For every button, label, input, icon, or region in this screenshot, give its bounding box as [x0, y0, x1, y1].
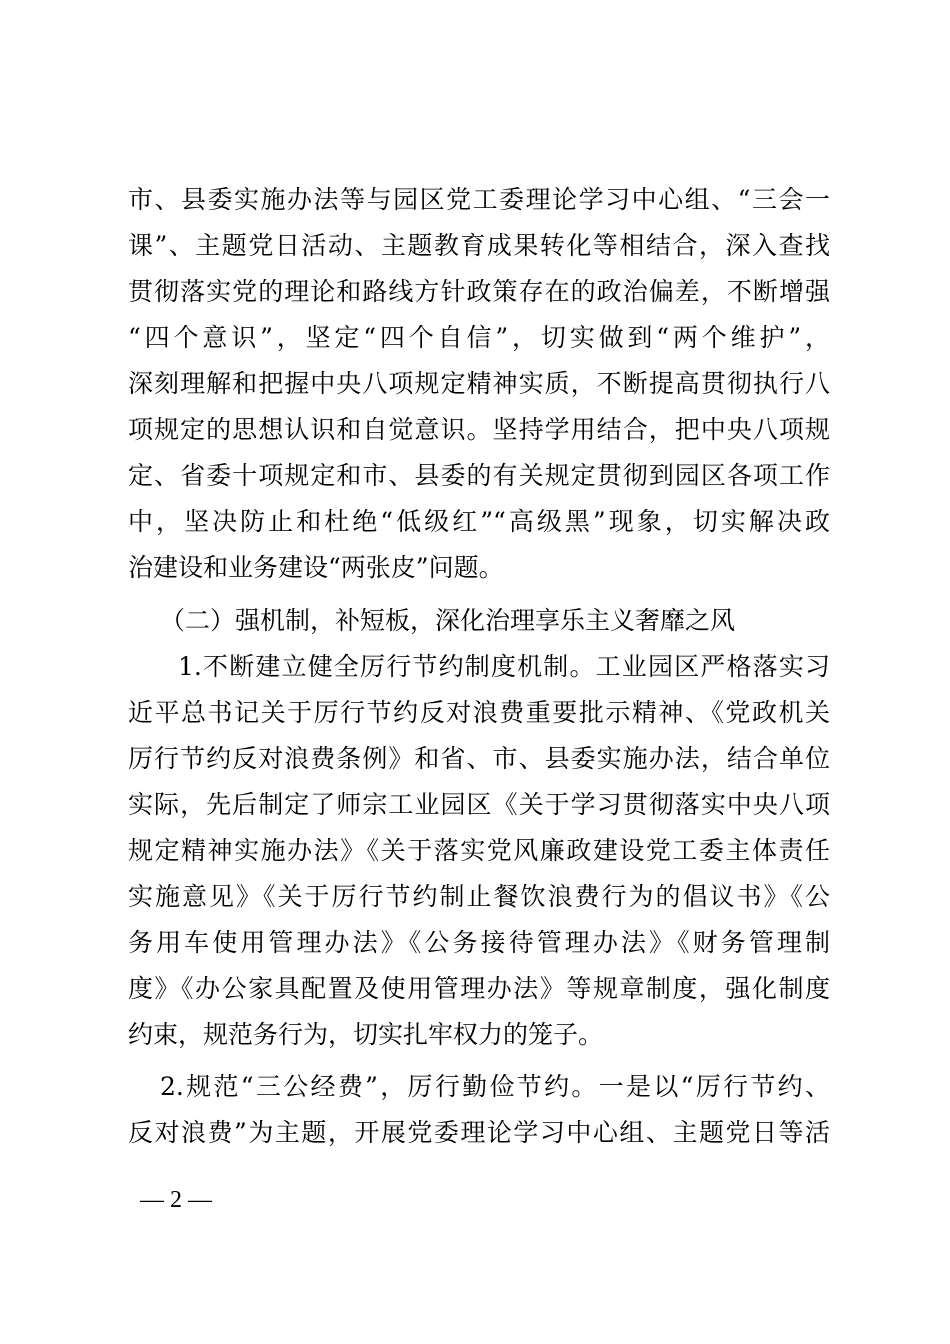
body-line-4: “四个意识”，坚定“四个自信”，切实做到“两个维护”，	[128, 323, 830, 352]
body-line-2: 课”、主题党日活动、主题教育成果转化等相结合，深入查找	[128, 231, 830, 260]
body-line-21: 反对浪费”为主题，开展党委理论学习中心组、主题党日等活	[128, 1118, 830, 1147]
body-line-3: 贯彻落实党的理论和路线方针政策存在的政治偏差，不断增强	[128, 277, 830, 306]
body-line-5: 深刻理解和把握中央八项规定精神实质，不断提高贯彻执行八	[128, 369, 830, 398]
section-heading: （二）强机制，补短板，深化治理享乐主义奢靡之风	[160, 606, 736, 635]
body-line-15: 规定精神实施办法》《关于落实党风廉政建设党工委主体责任	[128, 836, 830, 865]
body-line-8: 中，坚决防止和杜绝“低级红”“高级黑”现象，切实解决政	[128, 507, 830, 536]
body-line-6: 项规定的思想认识和自觉意识。坚持学用结合，把中央八项规	[128, 415, 830, 444]
body-line-17: 务用车使用管理办法》《公务接待管理办法》《财务管理制	[128, 928, 830, 957]
body-line-9: 治建设和业务建设“两张皮”问题。	[128, 553, 504, 582]
body-line-14: 实际，先后制定了师宗工业园区《关于学习贯彻落实中央八项	[128, 790, 830, 819]
body-line-11: 1.不断建立健全厉行节约制度机制。工业园区严格落实习	[178, 652, 830, 681]
body-line-12: 近平总书记关于厉行节约反对浪费重要批示精神、《党政机关	[128, 698, 830, 727]
body-line-19: 约束，规范务行为，切实扎牢权力的笼子。	[128, 1020, 604, 1049]
body-line-13: 厉行节约反对浪费条例》和省、市、县委实施办法，结合单位	[128, 744, 830, 773]
body-line-20: 2.规范“三公经费”，厉行勤俭节约。一是以“厉行节约、	[160, 1072, 830, 1101]
body-line-7: 定、省委十项规定和市、县委的有关规定贯彻到园区各项工作	[128, 461, 830, 490]
body-line-1: 市、县委实施办法等与园区党工委理论学习中心组、“三会一	[128, 185, 830, 214]
body-line-16: 实施意见》《关于厉行节约制止餐饮浪费行为的倡议书》《公	[128, 882, 830, 911]
page-number: — 2 —	[140, 1187, 212, 1213]
body-line-18: 度》《办公家具配置及使用管理办法》等规章制度，强化制度	[128, 974, 830, 1003]
